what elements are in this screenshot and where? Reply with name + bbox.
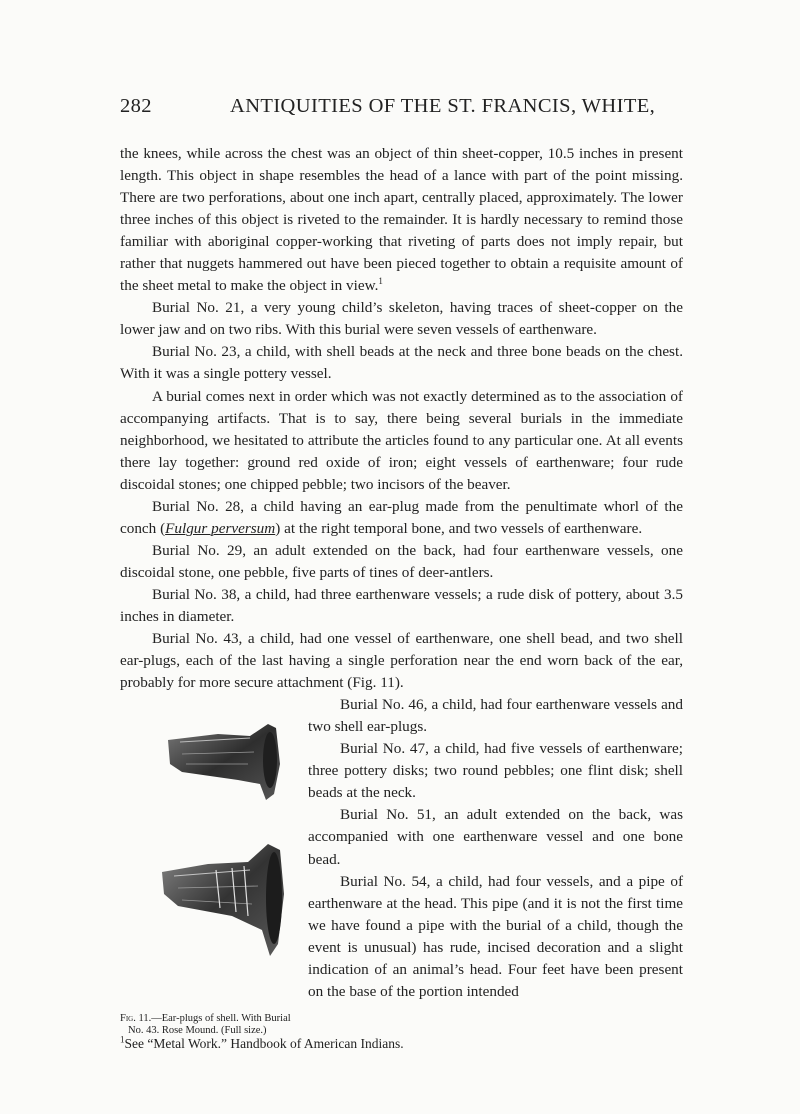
footnote-text: See “Metal Work.” Handbook of American Indians. xyxy=(124,1036,404,1051)
paragraph-burial-29: Burial No. 29, an adult extended on the back, had four earthenware vessels, one discoidal stone, one pebble, five parts of tines of deer-antlers. xyxy=(120,541,683,581)
paragraph-burial-43: Burial No. 43, a child, had one vessel of earthenware, one shell bead, and two shell ear-plugs, each of the last having a single perforation near the end worn back of the ear, probably for more secure attachment (Fig. 11). xyxy=(120,630,683,692)
running-head: ANTIQUITIES OF THE ST. FRANCIS, WHITE, xyxy=(230,95,656,117)
paragraph-burial-54: Burial No. 54, a child, had four vessels, and a pipe of earthenware at the head. This pipe (and it is not the first time we have found a pipe with the burial of a child, though the event is unusual) has rude, incised decoration and a slight indication of an animal’s head. Four feet have been present on the base of the portion intended xyxy=(308,872,683,1000)
figure-caption-text: —Ear-plugs of shell. With Burial No. 43. Rose Mound. (Full size.) xyxy=(128,1013,291,1037)
figure-11 xyxy=(120,694,298,1037)
figure-caption xyxy=(120,1013,306,1037)
paragraph-copper-object: the knees, while across the chest was an object of thin sheet-copper, 10.5 inches in present length. This object in shape resembles the head of a lance with part of the point missing. There are two perforations, about one inch apart, centrally placed, approximately. The lower three inches of this object is riveted to the remainder. It is hardly necessary to remind those familiar with aboriginal copper-working that riveting of parts does not imply repair, but rather that nuggets hammered out have been pieced together to obtain a requisite amount of the sheet metal to make the object in view.$^1$ xyxy=(120,145,683,295)
species-name: Fulgur perversum xyxy=(165,519,276,537)
paragraph-burial-46: Burial No. 46, a child, had four earthenware vessels and two shell ear-plugs. xyxy=(308,696,683,736)
paragraph-burial-51: Burial No. 51, an adult extended on the back, was accompanied with one earthenware vessel and one bone bead. xyxy=(308,806,683,868)
figure-label: Fig. 11. xyxy=(120,1013,152,1025)
paragraph-burial-23: Burial No. 23, a child, with shell beads at the neck and three bone beads on the chest. With it was a single pottery vessel. xyxy=(120,343,683,383)
page-header xyxy=(120,95,682,125)
paragraph-burial-28: Burial No. 28, a child having an ear-plug made from the penultimate whorl of the conch (Fulgur perversum) at the right temporal bone, and two vessels of earthenware. xyxy=(120,497,683,537)
paragraph-burial-47: Burial No. 47, a child, had five vessels of earthenware; three pottery disks; two round pebbles; one flint disk; shell beads at the neck. xyxy=(308,740,683,802)
paragraph-burial-38: Burial No. 38, a child, had three earthenware vessels; a rude disk of pottery, about 3.5 inches in diameter. xyxy=(120,585,683,625)
footnote-ref: 1 xyxy=(378,276,383,287)
page-number: 282 xyxy=(120,95,152,117)
footnote xyxy=(120,1035,683,1053)
ear-plugs-illustration xyxy=(120,694,298,994)
paragraph-burial-21: Burial No. 21, a very young child’s skeleton, having traces of sheet-copper on the lower jaw and on two ribs. With this burial were seven vessels of earthenware. xyxy=(120,299,683,339)
footnote-marker: 1 xyxy=(120,1034,125,1045)
paragraph-unassigned-burial: A burial comes next in order which was not exactly determined as to the association of accompanying artifacts. That is to say, there being several burials in the immediate neighborhood, we hesitated to attribute the articles found to any particular one. At all events there lay together: ground red oxide of iron; eight vessels of earthenware; four rude discoidal stones; one chipped pebble; two incisors of the beaver. xyxy=(120,387,683,493)
body-text xyxy=(120,143,683,1037)
